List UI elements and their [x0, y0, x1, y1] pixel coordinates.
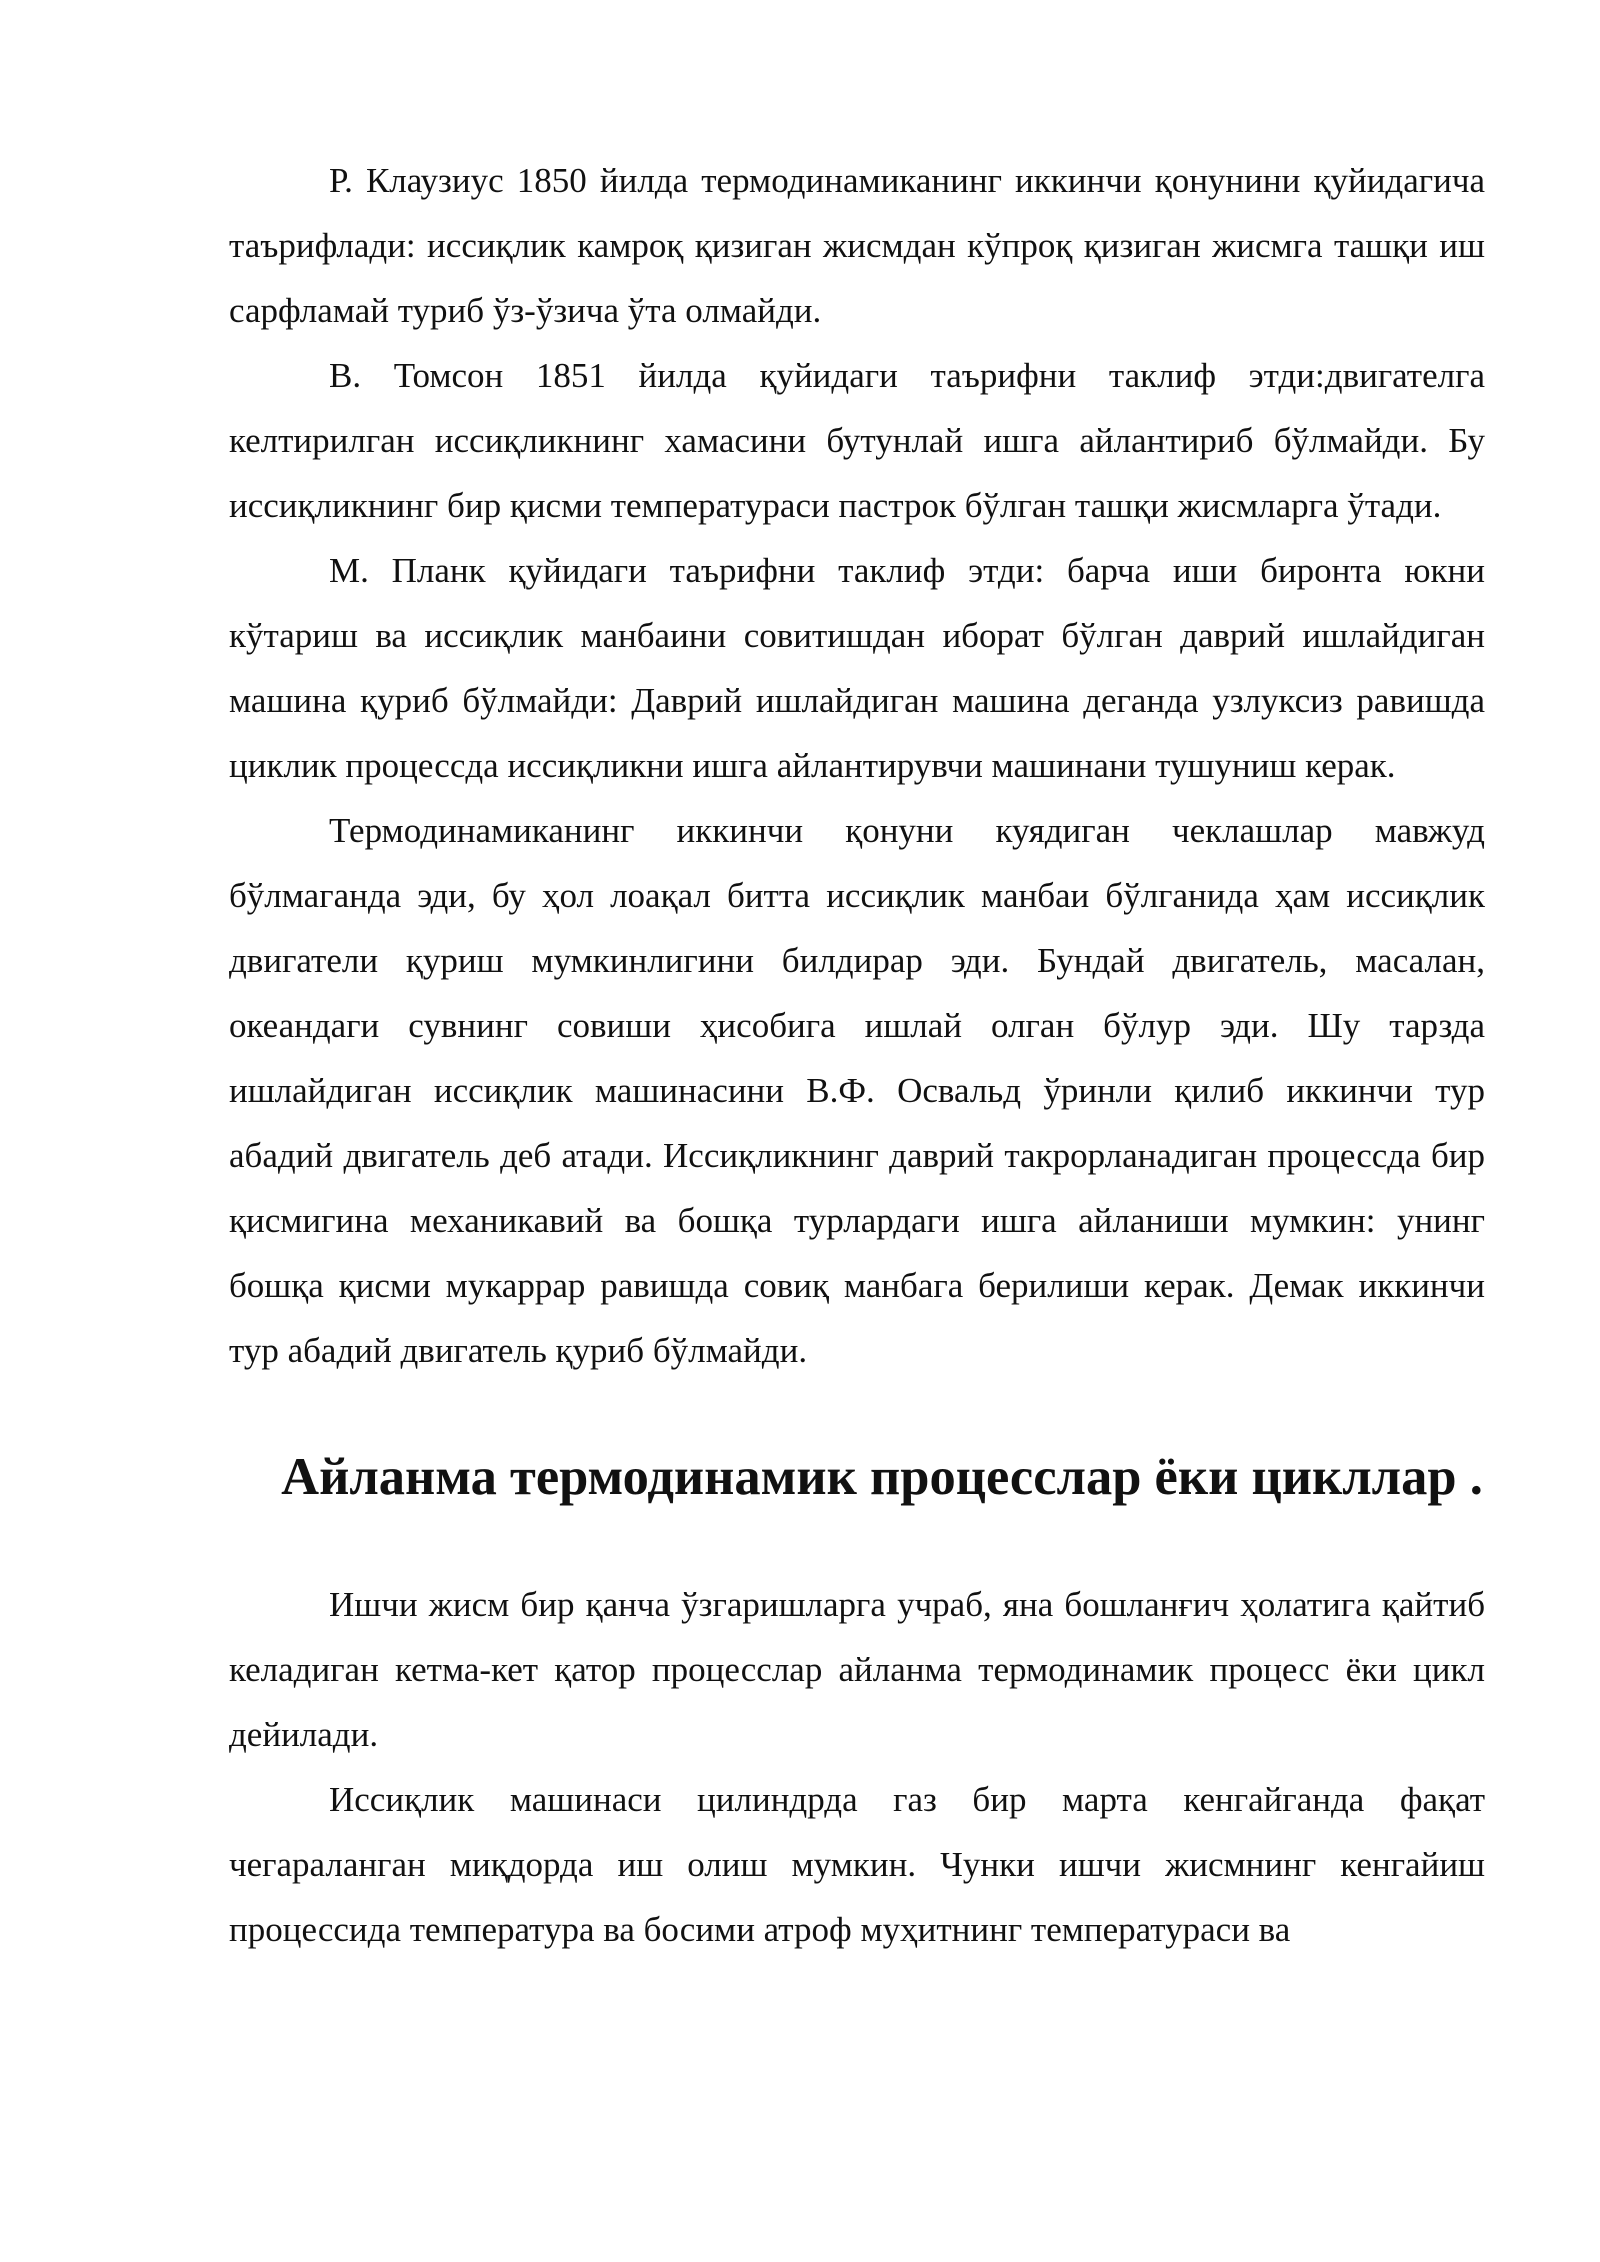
paragraph-thomson: В. Томсон 1851 йилда қуйидаги таърифни таклиф этди:двигателга келтирилган иссиқликнинг хамасини бутунлай ишга айлантириб бўлмайди. Бу иссиқликнинг бир қисми температураси пастрок бўлган ташқи жисмларга ўтади.	[229, 356, 1485, 525]
paragraph-second-law-limits: Термодинамиканинг иккинчи қонуни куядиган чеклашлар мавжуд бўлмаганда эди, бу ҳол лоақал битта иссиқлик манбаи бўлганида ҳам иссиқлик двигатели қуриш мумкинлигини билдирар эди. Бундай двигатель, масалан, океандаги сувнинг совиши ҳисобига ишлай олган бўлур эди. Шу тарзда ишлайдиган иссиқлик машинасини В.Ф. Освальд ўринли қилиб иккинчи тур абадий двигатель деб атади. Иссиқликнинг даврий такрорланадиган процессда бир қисмигина механикавий ва бошқа турлардаги ишга айланиши мумкин: унинг бошқа қисми мукаррар равишда совиқ манбага берилиши керак. Демак иккинчи тур абадий двигатель қуриб бўлмайди.	[229, 811, 1485, 1370]
section-heading: Айланма термодинамик процесслар ёки цикллар .	[281, 1448, 1483, 1506]
paragraph-planck: М. Планк қуйидаги таърифни таклиф этди: барча иши биронта юкни кўтариш ва иссиқлик манбаини совитишдан иборат бўлган даврий ишлайдиган машина қуриб бўлмайди: Даврий ишлайдиган машина деганда узлуксиз равишда циклик процессда иссиқликни ишга айлантирувчи машинани тушуниш керак.	[229, 551, 1485, 785]
document-body	[229, 148, 1485, 1962]
paragraph-clausius: Р. Клаузиус 1850 йилда термодинамиканинг иккинчи қонунини қуйидагича таърифлади: иссиқлик камроқ қизиган жисмдан кўпроқ қизиган жисмга ташқи иш сарфламай туриб ўз-ўзича ўта олмайди.	[229, 161, 1485, 330]
paragraph-cycle-definition: Ишчи жисм бир қанча ўзгаришларга учраб, яна бошланғич ҳолатига қайтиб келадиган кетма-кет қатор процесслар айланма термодинамик процесс ёки цикл дейилади.	[229, 1585, 1485, 1754]
paragraph-heat-machine: Иссиқлик машинаси цилиндрда газ бир марта кенгайганда фақат чегараланган миқдорда иш олиш мумкин. Чунки ишчи жисмнинг кенгайиш процессида температура ва босими атроф муҳитнинг температураси ва	[229, 1780, 1485, 1949]
